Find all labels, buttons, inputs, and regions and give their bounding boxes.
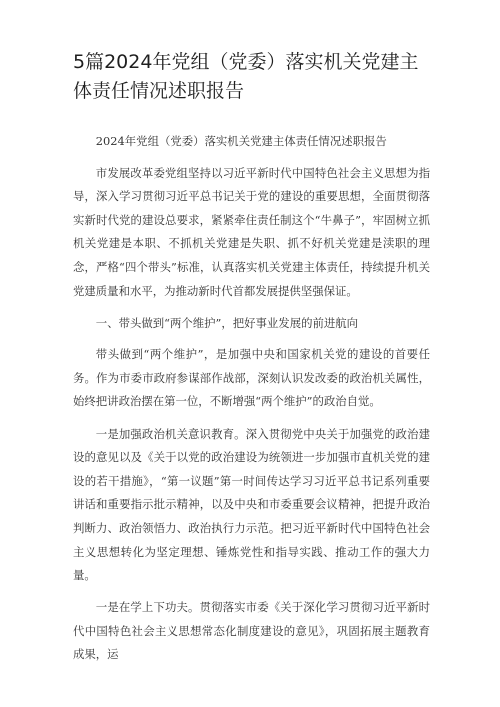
- report-subtitle: 2024年党组（党委）落实机关党建主体责任情况述职报告: [95, 134, 387, 148]
- intro-paragraph: 市发展改革委党组坚持以习近平新时代中国特色社会主义思想为指导，深入学习贯彻习近平总书记关于党的建设的重要思想，全面贯彻落实新时代党的建设总要求，紧紧牵住责任制这个“牛鼻子”，牢固树立抓机关党建是本职、不抓机关党建是失职、抓不好机关党建是渎职的理念，严格“四个带头”标准，认真落实机关党建主体责任，持续提升机关党建质量和水平，为推动新时代首都发展提供坚强保证。: [73, 165, 430, 298]
- body-paragraph: 一是在学上下功夫。贯彻落实市委《关于深化学习贯彻习近平新时代中国特色社会主义思想常态化制度建设的意见》，巩固拓展主题教育成果，运: [73, 600, 430, 662]
- body-paragraph: 带头做到“两个维护”，是加强中央和国家机关党的建设的首要任务。作为市委市政府参谋部作战部，深刻认识发改委的政治机关属性，始终把讲政治摆在第一位，不断增强“两个维护”的政治自觉。: [73, 347, 430, 409]
- document-body: [73, 130, 430, 675]
- document-title: 5篇2024年党组（党委）落实机关党建主体责任情况述职报告: [73, 51, 419, 102]
- section-heading: 一、带头做到“两个维护”，把好事业发展的前进航向: [95, 315, 359, 330]
- body-paragraph: 一是加强政治机关意识教育。深入贯彻党中央关于加强党的政治建设的意见以及《关于以党的政治建设为统领进一步加强市直机关党的建设的若干措施》，“第一议题”第一时间传达学习习近平总书记系列重要讲话和重要指示批示精神，以及中央和市委重要会议精神，把提升政治判断力、政治领悟力、政治执行力示范。把习近平新时代中国特色社会主义思想转化为坚定理想、锤炼党性和指导实践、推动工作的强大力量。: [73, 426, 430, 583]
